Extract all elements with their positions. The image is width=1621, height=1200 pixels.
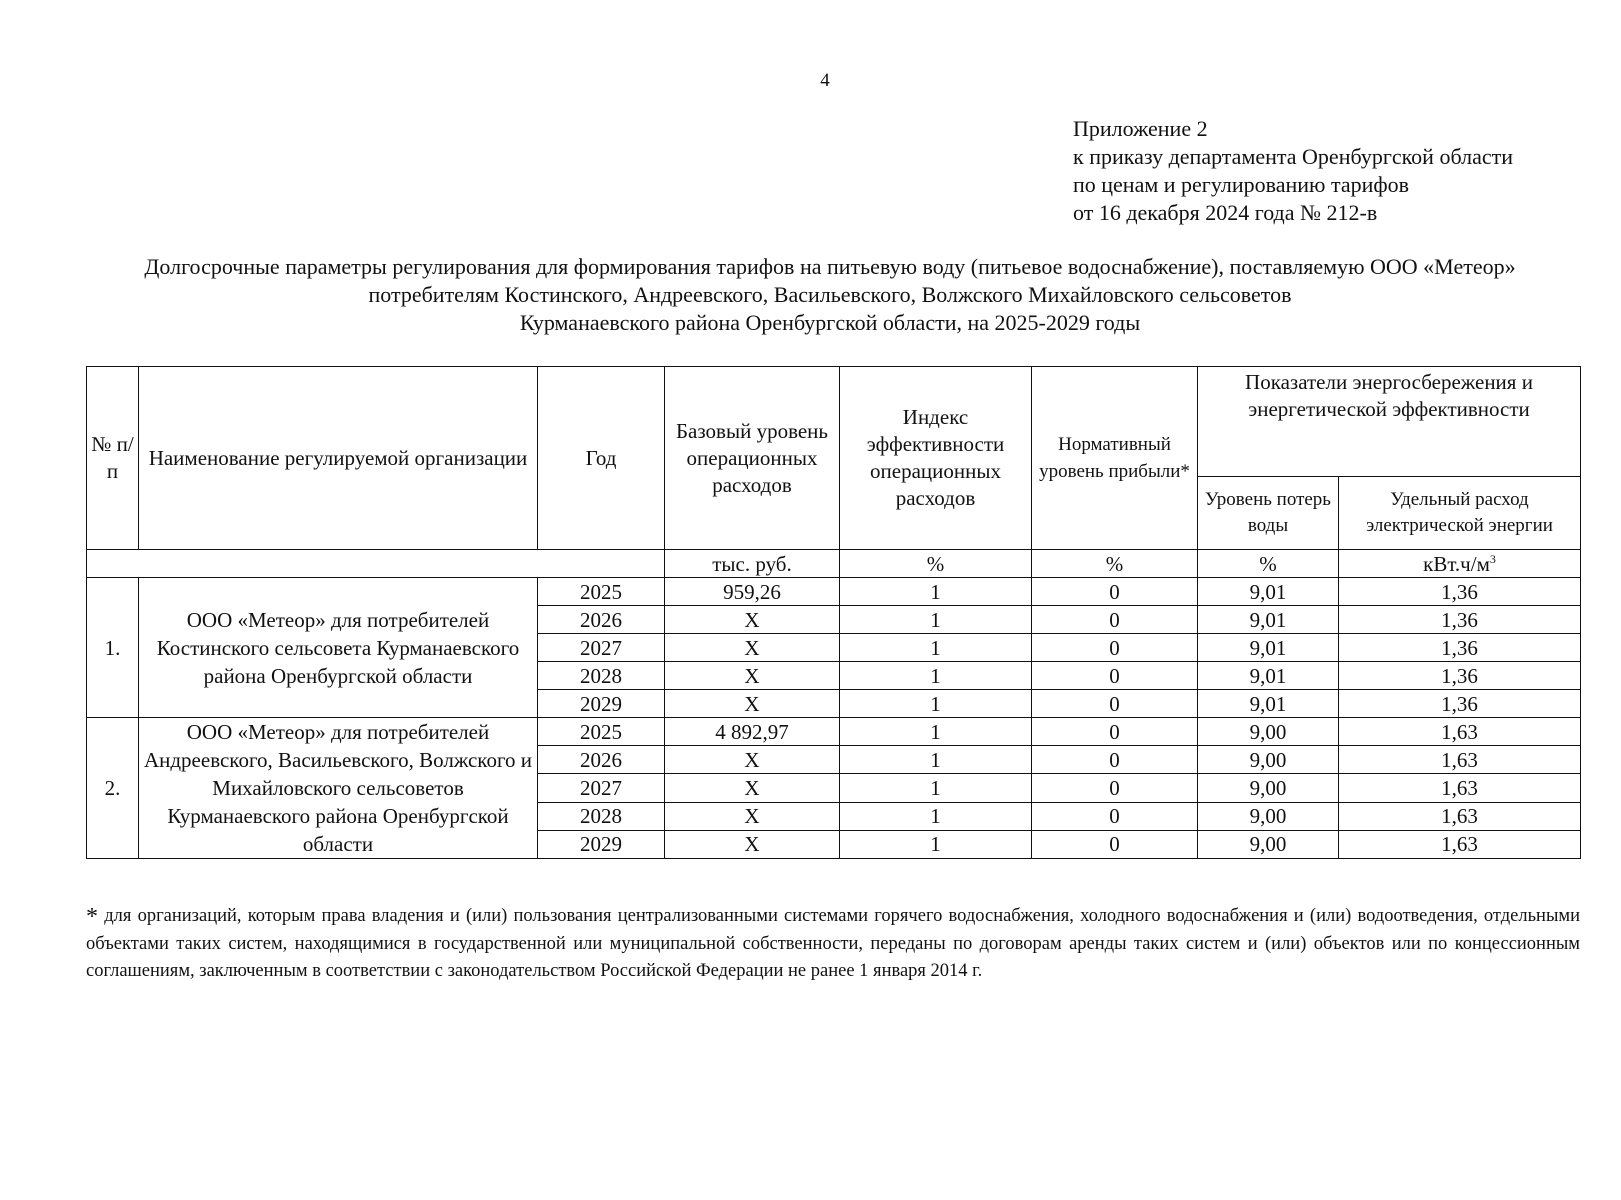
unit-base: тыс. руб. — [665, 550, 840, 578]
cell-profit: 0 — [1032, 606, 1198, 634]
cell-profit: 0 — [1032, 718, 1198, 746]
cell-year: 2028 — [538, 662, 665, 690]
cell-loss: 9,01 — [1198, 690, 1339, 718]
cell-index: 1 — [840, 662, 1032, 690]
cell-electric: 1,36 — [1339, 578, 1581, 606]
cell-year: 2029 — [538, 830, 665, 858]
cell-index: 1 — [840, 718, 1032, 746]
cell-base: Х — [665, 690, 840, 718]
cell-year: 2026 — [538, 606, 665, 634]
cell-profit: 0 — [1032, 746, 1198, 774]
cell-loss: 9,00 — [1198, 774, 1339, 802]
cell-profit: 0 — [1032, 662, 1198, 690]
appendix-line-1: Приложение 2 — [1073, 116, 1208, 141]
unit-loss: % — [1198, 550, 1339, 578]
cell-base: Х — [665, 662, 840, 690]
cell-profit: 0 — [1032, 830, 1198, 858]
organization-name: ООО «Метеор» для потребителей Костинского сельсовета Курманаевского района Оренбургской области — [139, 578, 538, 718]
cell-loss: 9,00 — [1198, 746, 1339, 774]
unit-blank — [87, 550, 665, 578]
table-row — [87, 578, 1581, 606]
cell-loss: 9,01 — [1198, 578, 1339, 606]
unit-electric-sup: 3 — [1489, 551, 1496, 566]
cell-index: 1 — [840, 802, 1032, 830]
unit-electric-text: кВт.ч/м — [1423, 551, 1490, 576]
cell-year: 2029 — [538, 690, 665, 718]
header-year: Год — [538, 367, 665, 550]
cell-electric: 1,36 — [1339, 606, 1581, 634]
header-num: № п/п — [87, 367, 139, 550]
table-body — [87, 578, 1581, 859]
cell-base: Х — [665, 802, 840, 830]
header-water-loss: Уровень потерь воды — [1198, 477, 1339, 550]
cell-electric: 1,63 — [1339, 746, 1581, 774]
cell-electric: 1,63 — [1339, 774, 1581, 802]
cell-profit: 0 — [1032, 634, 1198, 662]
cell-year: 2028 — [538, 802, 665, 830]
cell-electric: 1,63 — [1339, 718, 1581, 746]
cell-electric: 1,36 — [1339, 634, 1581, 662]
title-line-3: Курманаевского района Оренбургской области, на 2025-2029 годы — [519, 310, 1141, 335]
cell-loss: 9,00 — [1198, 830, 1339, 858]
unit-index: % — [840, 550, 1032, 578]
appendix-reference — [1073, 115, 1513, 227]
table-row — [87, 718, 1581, 746]
appendix-line-3: по ценам и регулированию тарифов — [1073, 172, 1410, 197]
cell-base: Х — [665, 774, 840, 802]
title-line-2: потребителям Костинского, Андреевского, Васильевского, Волжского Михайловского сельсоветов — [368, 282, 1292, 307]
header-profit: Нормативный уровень прибыли* — [1032, 367, 1198, 550]
cell-loss: 9,01 — [1198, 606, 1339, 634]
cell-index: 1 — [840, 578, 1032, 606]
cell-electric: 1,36 — [1339, 690, 1581, 718]
cell-index: 1 — [840, 690, 1032, 718]
cell-loss: 9,00 — [1198, 802, 1339, 830]
cell-year: 2026 — [538, 746, 665, 774]
header-electric-consumption: Удельный расход электрической энергии — [1339, 477, 1581, 550]
header-base-opex: Базовый уровень операционных расходов — [665, 367, 840, 550]
cell-base: Х — [665, 830, 840, 858]
unit-profit: % — [1032, 550, 1198, 578]
cell-index: 1 — [840, 634, 1032, 662]
cell-base: Х — [665, 634, 840, 662]
footnote-mark: * — [86, 904, 98, 930]
footnote — [86, 903, 1580, 985]
header-energy-group: Показатели энергосбережения и энергетической эффективности — [1198, 367, 1581, 477]
cell-year: 2027 — [538, 634, 665, 662]
header-efficiency-index: Индекс эффективности операционных расходов — [840, 367, 1032, 550]
parameters-table — [86, 366, 1581, 859]
appendix-line-4: от 16 декабря 2024 года № 212-в — [1073, 200, 1378, 225]
cell-profit: 0 — [1032, 802, 1198, 830]
page-number: 4 — [820, 70, 830, 91]
title-line-1: Долгосрочные параметры регулирования для формирования тарифов на питьевую воду (питьевое водоснабжение), поставляемую ООО «Метеор» — [144, 254, 1516, 279]
cell-index: 1 — [840, 830, 1032, 858]
organization-name: ООО «Метеор» для потребителей Андреевского, Васильевского, Волжского и Михайловского сельсоветов Курманаевского района Оренбургской области — [139, 718, 538, 859]
cell-loss: 9,01 — [1198, 662, 1339, 690]
cell-electric: 1,63 — [1339, 830, 1581, 858]
cell-loss: 9,00 — [1198, 718, 1339, 746]
cell-year: 2025 — [538, 578, 665, 606]
appendix-line-2: к приказу департамента Оренбургской области — [1073, 144, 1513, 169]
cell-base: 4 892,97 — [665, 718, 840, 746]
row-number: 1. — [87, 578, 139, 718]
cell-profit: 0 — [1032, 690, 1198, 718]
cell-profit: 0 — [1032, 578, 1198, 606]
unit-electric — [1339, 550, 1581, 578]
cell-profit: 0 — [1032, 774, 1198, 802]
cell-index: 1 — [840, 606, 1032, 634]
footnote-text: для организаций, которым права владения и (или) пользования централизованными системами горячего водоснабжения, холодного водоснабжения и (или) водоотведения, отдельными объектами таких систем, находящимися в государственной или муниципальной собственности, переданы по договорам аренды таких систем и (или) объектов или по концессионным соглашениям, заключенным в соответствии с законодательством Российской Федерации не ранее 1 января 2014 г. — [86, 906, 1580, 981]
cell-index: 1 — [840, 774, 1032, 802]
cell-electric: 1,63 — [1339, 802, 1581, 830]
cell-electric: 1,36 — [1339, 662, 1581, 690]
document-title — [80, 253, 1580, 337]
cell-year: 2027 — [538, 774, 665, 802]
cell-loss: 9,01 — [1198, 634, 1339, 662]
cell-index: 1 — [840, 746, 1032, 774]
header-org: Наименование регулируемой организации — [139, 367, 538, 550]
cell-base: Х — [665, 606, 840, 634]
cell-base: 959,26 — [665, 578, 840, 606]
cell-base: Х — [665, 746, 840, 774]
cell-year: 2025 — [538, 718, 665, 746]
row-number: 2. — [87, 718, 139, 859]
